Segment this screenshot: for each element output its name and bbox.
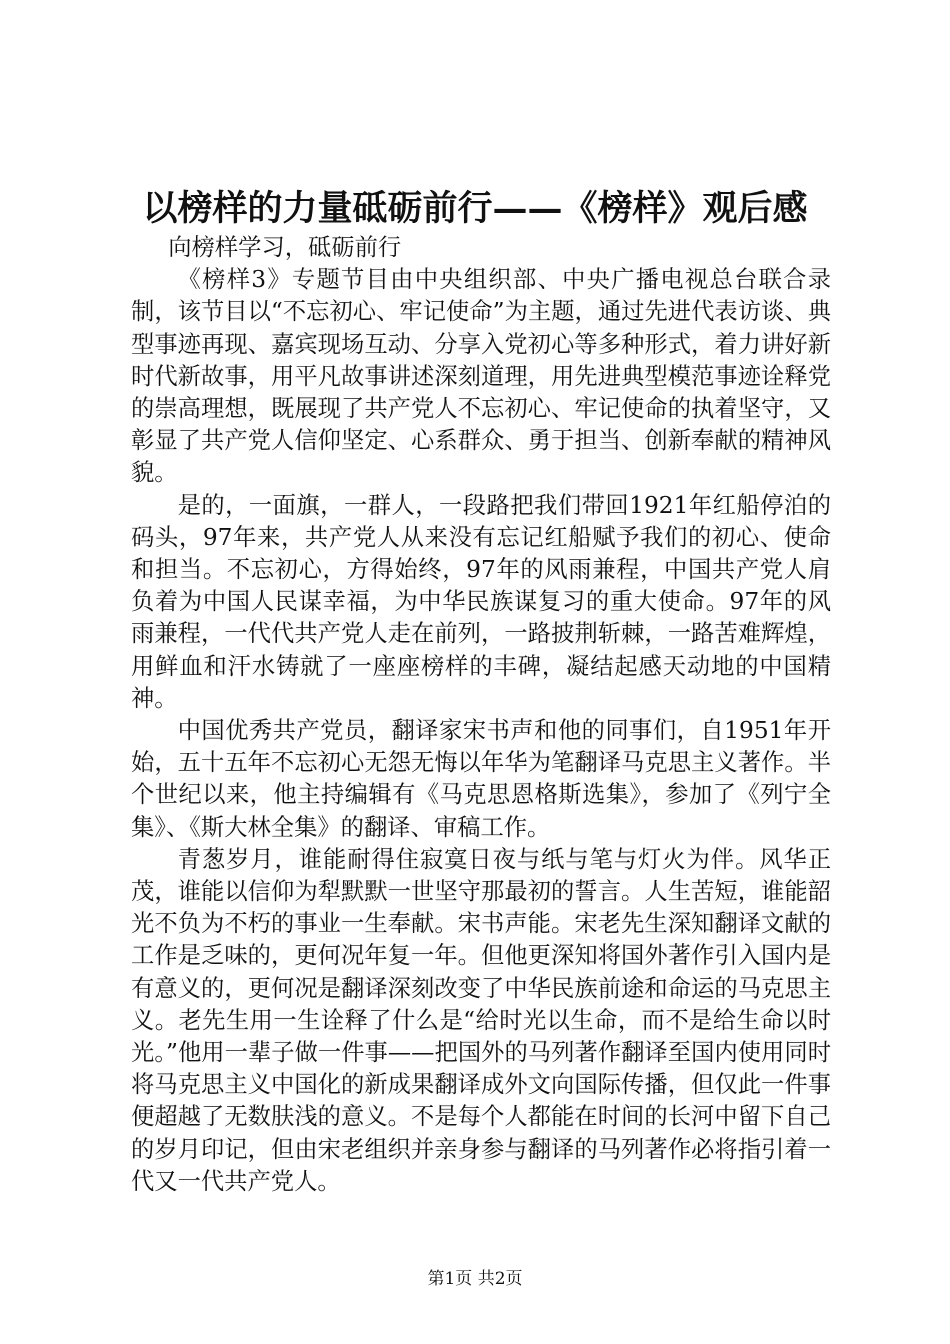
document-subtitle: 向榜样学习，砥砺前行: [168, 234, 402, 261]
document-title: 以榜样的力量砥砺前行——《榜样》观后感: [142, 188, 808, 229]
paragraph-3: 中国优秀共产党员，翻译家宋书声和他的同事们，自1951年开始，五十五年不忘初心无怨无悔以年华为笔翻译马克思主义著作。半个世纪以来，他主持编辑有《马克思恩格斯选集》，参加了《列宁全集》、《斯大林全集》的翻译、审稿工作。: [131, 717, 831, 841]
page-footer: 第1页 共2页: [427, 1269, 523, 1289]
paragraph-4: 青葱岁月，谁能耐得住寂寞日夜与纸与笔与灯火为伴。风华正茂，谁能以信仰为犁默默一世坚守那最初的誓言。人生苦短，谁能韶光不负为不朽的事业一生奉献。宋书声能。宋老先生深知翻译文献的工作是乏味的，更何况年复一年。但他更深知将国外著作引入国内是有意义的，更何况是翻译深刻改变了中华民族前途和命运的马克思主义。老先生用一生诠释了什么是“给时光以生命，而不是给生命以时光。”他用一辈子做一件事——把国外的马列著作翻译至国内使用同时将马克思主义中国化的新成果翻译成外文向国际传播，但仅此一件事便超越了无数肤浅的意义。不是每个人都能在时间的长河中留下自己的岁月印记，但由宋老组织并亲身参与翻译的马列著作必将指引着一代又一代共产党人。: [131, 845, 831, 1195]
paragraph-2: 是的，一面旗，一群人，一段路把我们带回1921年红船停泊的码头，97年来，共产党人从来没有忘记红船赋予我们的初心、使命和担当。不忘初心，方得始终，97年的风雨兼程，中国共产党人肩负着为中国人民谋幸福，为中华民族谋复习的重大使命。97年的风雨兼程，一代代共产党人走在前列，一路披荆斩棘，一路苦难辉煌，用鲜血和汗水铸就了一座座榜样的丰碑，凝结起感天动地的中国精神。: [131, 491, 831, 712]
document-body: [131, 232, 831, 1198]
paragraph-1: 《榜样3》专题节目由中央组织部、中央广播电视总台联合录制，该节目以“不忘初心、牢记使命”为主题，通过先进代表访谈、典型事迹再现、嘉宾现场互动、分享入党初心等多种形式，着力讲好新时代新故事，用平凡故事讲述深刻道理，用先进典型模范事迹诠释党的崇高理想，既展现了共产党人不忘初心、牢记使命的执着坚守，又彰显了共产党人信仰坚定、心系群众、勇于担当、创新奉献的精神风貌。: [131, 266, 831, 487]
